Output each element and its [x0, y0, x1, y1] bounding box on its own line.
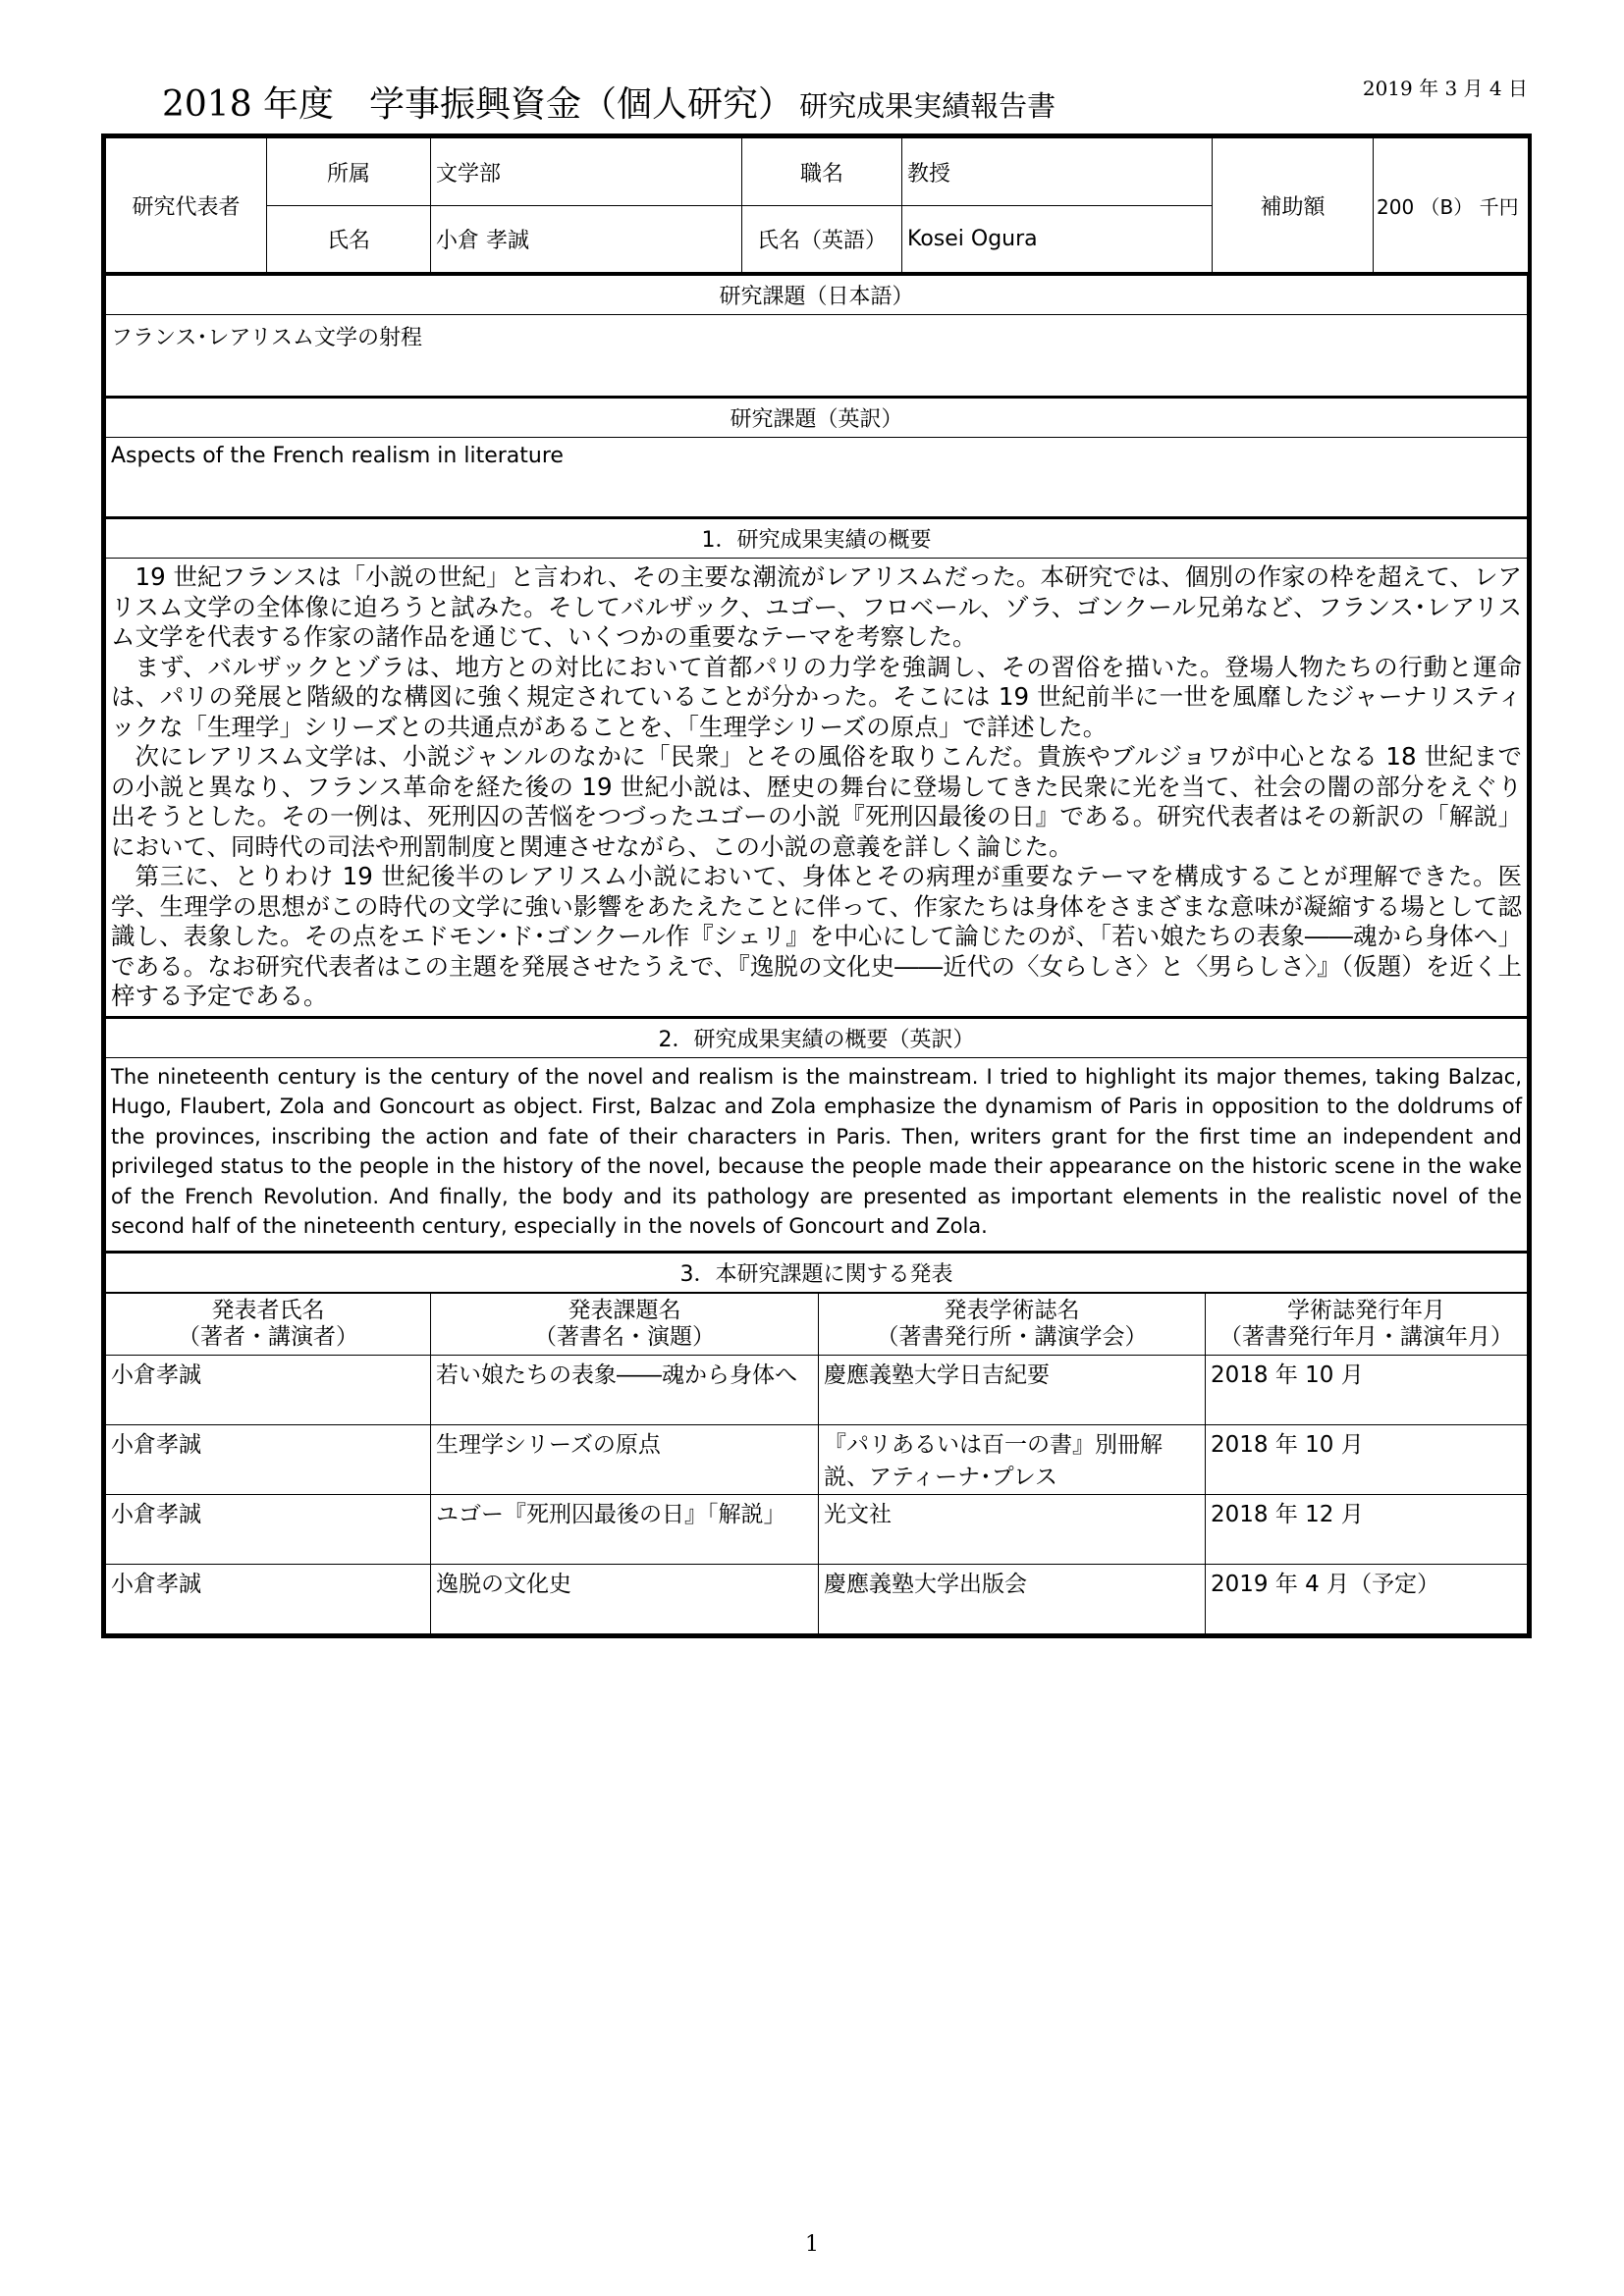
column-header-main: 学術誌発行年月 — [1287, 1297, 1445, 1323]
name-value: 小倉 孝誠 — [431, 206, 742, 273]
table-row — [106, 1564, 1528, 1633]
publisher-cell: 慶應義塾大学出版会 — [819, 1564, 1206, 1633]
content-table — [105, 273, 1528, 1293]
title-cell: 若い娘たちの表象――魂から身体へ — [431, 1355, 819, 1424]
column-header-sub: （著書発行年月・講演年月） — [1219, 1323, 1513, 1350]
name-en-value: Kosei Ogura — [902, 206, 1213, 273]
topic-en-header: 研究課題（英訳） — [106, 398, 1528, 438]
column-header — [1206, 1293, 1528, 1355]
topic-ja-value: フランス･レアリスム文学の射程 — [106, 315, 1528, 398]
column-header-sub: （著書発行所・講演学会） — [876, 1323, 1148, 1350]
title-sub: 研究成果実績報告書 — [799, 89, 1056, 123]
summary-paragraph: まず、バルザックとゾラは、地方との対比において首都パリの力学を強調し、その習俗を描いた。登場人物たちの行動と運命は、パリの発展と階級的な構図に強く規定されていることが分かった。そこには 19 世紀前半に一世を風靡したジャーナリスティックな「生理学」シリーズとの共通点があることを、「生理学シリーズの原点」で詳述した。 — [111, 652, 1522, 741]
author-cell: 小倉孝誠 — [106, 1564, 431, 1633]
column-header — [431, 1293, 819, 1355]
position-value: 教授 — [902, 138, 1213, 206]
date-cell: 2018 年 10 月 — [1206, 1424, 1528, 1494]
report-form — [101, 133, 1532, 1638]
position-label: 職名 — [742, 138, 902, 206]
name-label: 氏名 — [267, 206, 431, 273]
summary-en-header: 2．研究成果実績の概要（英訳） — [106, 1017, 1528, 1057]
summary-paragraph: 第三に、とりわけ 19 世紀後半のレアリスム小説において、身体とその病理が重要なテーマを構成することが理解できた。医学、生理学の思想がこの時代の文学に強い影響をあたえたことに伴って、作家たちは身体をさまざまな意味が凝縮する場として認識し、表象した。その点をエドモン･ド･ゴンクール作『シェリ』を中心にして論じたのが、「若い娘たちの表象――魂から身体へ」である。なお研究代表者はこの主題を発展させたうえで、『逸脱の文化史――近代の〈女らしさ〉と〈男らしさ〉』（仮題）を近く上梓する予定である。 — [111, 862, 1522, 1010]
publisher-cell: 光文社 — [819, 1494, 1206, 1564]
title-cell: 生理学シリーズの原点 — [431, 1424, 819, 1494]
column-header — [819, 1293, 1206, 1355]
name-en-label: 氏名（英語） — [742, 206, 902, 273]
topic-en-value: Aspects of the French realism in literature — [106, 438, 1528, 518]
title-cell: 逸脱の文化史 — [431, 1564, 819, 1633]
publications-column-headers — [106, 1293, 1528, 1355]
topic-ja-header: 研究課題（日本語） — [106, 275, 1528, 315]
summary-en-body: The nineteenth century is the century of the novel and realism is the mainstream. I tried to highlight its major themes, taking Balzac, Hugo, Flaubert, Zola and Goncourt as object. First, Balzac and Zola emphasize the dynamism of Paris in opposition to the doldrums of the provinces, inscribing the action and fate of their characters in Paris. Then, writers grant for the first time an independent and privileged status to the people in the history of the novel, because the people made their appearance on the historic scene in the wake of the French Revolution. And finally, the body and its pathology are presented as important elements in the realistic novel of the second half of the nineteenth century, especially in the novels of Goncourt and Zola. — [106, 1057, 1528, 1252]
column-header-main: 発表者氏名 — [211, 1297, 325, 1323]
affiliation-value: 文学部 — [431, 138, 742, 206]
column-header-main: 発表学術誌名 — [944, 1297, 1080, 1323]
grant-label: 補助額 — [1213, 138, 1374, 273]
title-main: 2018 年度 学事振興資金（個人研究） — [162, 84, 794, 125]
table-row — [106, 1424, 1528, 1494]
column-header-main: 発表課題名 — [568, 1297, 681, 1323]
author-cell: 小倉孝誠 — [106, 1424, 431, 1494]
column-header — [106, 1293, 431, 1355]
publications-header: 3．本研究課題に関する発表 — [106, 1252, 1528, 1292]
date-cell: 2018 年 12 月 — [1206, 1494, 1528, 1564]
table-row — [106, 1355, 1528, 1424]
author-cell: 小倉孝誠 — [106, 1355, 431, 1424]
publisher-cell: 慶應義塾大学日吉紀要 — [819, 1355, 1206, 1424]
title-cell: ユゴー『死刑囚最後の日』「解説」 — [431, 1494, 819, 1564]
publisher-cell: 『パリあるいは百一の書』別冊解説、アティーナ･プレス — [819, 1424, 1206, 1494]
report-date: 2019 年 3 月 4 日 — [1362, 77, 1528, 100]
column-header-sub: （著書名・演題） — [534, 1323, 715, 1350]
author-cell: 小倉孝誠 — [106, 1494, 431, 1564]
summary-ja-header: 1．研究成果実績の概要 — [106, 518, 1528, 559]
representative-label: 研究代表者 — [106, 138, 267, 273]
summary-paragraph: 次にレアリスム文学は、小説ジャンルのなかに「民衆」とその風俗を取りこんだ。貴族やブルジョワが中心となる 18 世紀までの小説と異なり、フランス革命を経た後の 19 世紀小説は、歴史の舞台に登場してきた民衆に光を当て、社会の闇の部分をえぐり出そうとした。その一例は、死刑囚の苦悩をつづったユゴーの小説『死刑囚最後の日』である。研究代表者はその新訳の「解説」において、同時代の司法や刑罰制度と関連させながら、この小説の意義を詳しく論じた。 — [111, 742, 1522, 861]
date-cell: 2018 年 10 月 — [1206, 1355, 1528, 1424]
summary-ja-body — [106, 559, 1528, 1018]
page-number: 1 — [805, 2232, 819, 2257]
document-title — [162, 77, 1056, 127]
publications-table — [105, 1293, 1528, 1634]
summary-paragraph: 19 世紀フランスは「小説の世紀」と言われ、その主要な潮流がレアリスムだった。本研究では、個別の作家の枠を超えて、レアリスム文学の全体像に迫ろうと試みた。そしてバルザック、ユゴー、フロベール、ゾラ、ゴンクール兄弟など、フランス･レアリスム文学を代表する作家の諸作品を通じて、いくつかの重要なテーマを考察した。 — [111, 562, 1522, 651]
affiliation-label: 所属 — [267, 138, 431, 206]
grant-value: 200 （B） 千円 — [1374, 138, 1529, 273]
column-header-sub: （著者・講演者） — [178, 1323, 358, 1350]
date-cell: 2019 年 4 月（予定） — [1206, 1564, 1528, 1633]
info-table — [105, 137, 1529, 273]
table-row — [106, 1494, 1528, 1564]
